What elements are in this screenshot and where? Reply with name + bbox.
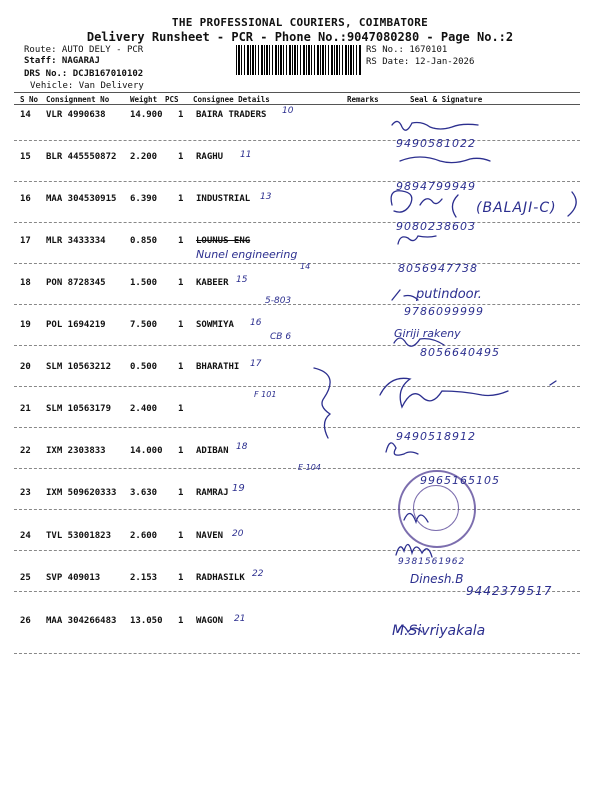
col-consignee: Consignee Details xyxy=(193,95,270,104)
row-weight: 14.900 xyxy=(130,110,163,120)
col-pcs: PCS xyxy=(165,95,179,104)
row-consignee: INDUSTRIAL xyxy=(196,194,251,204)
row-consignment: MAA 304266483 xyxy=(46,616,117,626)
staff-label: Staff: NAGARAJ xyxy=(24,56,100,66)
handwritten-phone: 9490581022 xyxy=(396,137,476,150)
handwritten-signature: putindoor. xyxy=(416,287,482,302)
row-weight: 0.850 xyxy=(130,236,158,246)
row-weight: 1.500 xyxy=(130,278,158,288)
row-sno: 17 xyxy=(20,236,31,246)
handwritten-note: 5-803 xyxy=(265,296,292,306)
handwritten-number: 17 xyxy=(250,359,262,369)
row-consignee: SOWMIYA xyxy=(196,320,234,330)
row-sno: 15 xyxy=(20,152,31,162)
row-pcs: 1 xyxy=(178,362,184,372)
row-consignment: IXM 2303833 xyxy=(46,446,106,456)
col-remarks: Remarks xyxy=(347,95,379,104)
handwritten-phone: 9381561962 xyxy=(398,557,466,567)
col-consignment: Consignment No xyxy=(46,95,110,104)
row-pcs: 1 xyxy=(178,236,184,246)
handwritten-note: CB 6 xyxy=(270,332,292,342)
handwritten-number: 21 xyxy=(234,614,246,624)
row-sno: 25 xyxy=(20,573,31,583)
rs-date: RS Date: 12-Jan-2026 xyxy=(366,57,475,67)
row-consignment: SLM 10563179 xyxy=(46,404,112,414)
row-consignee: RAGHU xyxy=(196,152,224,162)
row-sno: 14 xyxy=(20,110,31,120)
row-sno: 21 xyxy=(20,404,31,414)
handwritten-phone: 9894799949 xyxy=(396,180,476,193)
handwritten-number: 15 xyxy=(236,275,248,285)
row-sno: 22 xyxy=(20,446,31,456)
handwritten-signature: M.Sivriyakala xyxy=(392,623,486,639)
row-pcs: 1 xyxy=(178,531,184,541)
row-pcs: 1 xyxy=(178,404,184,414)
row-consignee: KABEER xyxy=(196,278,229,288)
handwritten-phone: 9786099999 xyxy=(404,305,484,318)
handwritten-signature: (BALAJI-C) xyxy=(476,200,557,216)
row-pcs: 1 xyxy=(178,488,184,498)
row-consignment: BLR 445550872 xyxy=(46,152,117,162)
handwritten-number: 19 xyxy=(232,483,245,494)
row-weight: 0.500 xyxy=(130,362,158,372)
row-consignee: BHARATHI xyxy=(196,362,240,372)
handwritten-number: 11 xyxy=(240,150,252,160)
row-pcs: 1 xyxy=(178,320,184,330)
row-consignee: BAIRA TRADERS xyxy=(196,110,267,120)
row-consignee: LOUNUS ENG xyxy=(196,236,251,246)
handwritten-number: 10 xyxy=(282,106,294,116)
handwritten-number: 20 xyxy=(232,529,244,539)
vehicle-label: Vehicle: Van Delivery xyxy=(30,81,144,91)
handwritten-number: 18 xyxy=(236,442,248,452)
route-label: Route: AUTO DELY - PCR xyxy=(24,45,144,55)
handwritten-signature: Giriji rakeny xyxy=(394,327,461,340)
row-consignee: RADHASILK xyxy=(196,573,245,583)
col-weight: Weight xyxy=(130,95,158,104)
company-title: THE PROFESSIONAL COURIERS, COIMBATORE xyxy=(171,16,429,29)
row-pcs: 1 xyxy=(178,152,184,162)
row-pcs: 1 xyxy=(178,110,184,120)
row-sno: 26 xyxy=(20,616,31,626)
col-seal: Seal & Signature xyxy=(410,95,483,104)
row-sno: 23 xyxy=(20,488,31,498)
row-pcs: 1 xyxy=(178,616,184,626)
handwritten-note: E 104 xyxy=(298,463,321,472)
handwritten-number: 13 xyxy=(260,192,272,202)
row-consignee: RAMRAJ xyxy=(196,488,229,498)
row-weight: 2.153 xyxy=(130,573,158,583)
row-consignment: POL 1694219 xyxy=(46,320,106,330)
row-sno: 16 xyxy=(20,194,31,204)
handwritten-note: F 101 xyxy=(254,390,277,399)
row-consignment: SVP 409013 xyxy=(46,573,101,583)
drs-number: DRS No.: DCJB167010102 xyxy=(24,69,144,79)
row-weight: 6.390 xyxy=(130,194,158,204)
courier-seal-stamp-inner xyxy=(413,485,459,531)
row-consignment: TVL 53001823 xyxy=(46,531,112,541)
row-sno: 19 xyxy=(20,320,31,330)
row-consignment: PON 8728345 xyxy=(46,278,106,288)
handwritten-number: 14 xyxy=(300,262,311,271)
row-weight: 14.000 xyxy=(130,446,163,456)
runsheet-subtitle: Delivery Runsheet - PCR - Phone No.:9047080280 - Page No.:2 xyxy=(86,30,514,44)
col-sno: S No xyxy=(20,95,39,104)
row-consignment: SLM 10563212 xyxy=(46,362,112,372)
row-consignment: MAA 304530915 xyxy=(46,194,117,204)
handwritten-phone: 8056640495 xyxy=(420,346,500,359)
handwritten-number: 22 xyxy=(252,569,264,579)
handwritten-phone: 9442379517 xyxy=(466,584,553,598)
handwritten-number: 16 xyxy=(250,318,262,328)
handwritten-correction: Nunel engineering xyxy=(196,248,298,261)
row-weight: 2.600 xyxy=(130,531,158,541)
row-pcs: 1 xyxy=(178,194,184,204)
handwritten-phone: 9490518912 xyxy=(396,430,476,443)
row-weight: 2.400 xyxy=(130,404,158,414)
row-consignee: NAVEN xyxy=(196,531,224,541)
row-consignment: IXM 509620333 xyxy=(46,488,117,498)
handwritten-phone: 8056947738 xyxy=(398,262,478,275)
row-sno: 20 xyxy=(20,362,31,372)
row-consignment: MLR 3433334 xyxy=(46,236,106,246)
rs-number: RS No.: 1670101 xyxy=(366,45,448,55)
row-pcs: 1 xyxy=(178,446,184,456)
row-pcs: 1 xyxy=(178,278,184,288)
row-consignee: WAGON xyxy=(196,616,224,626)
row-weight: 2.200 xyxy=(130,152,158,162)
handwritten-phone: 9080238603 xyxy=(396,220,476,233)
row-weight: 7.500 xyxy=(130,320,158,330)
row-consignee: ADIBAN xyxy=(196,446,229,456)
row-consignment: VLR 4990638 xyxy=(46,110,106,120)
handwritten-phone: 9965165105 xyxy=(420,474,500,487)
row-weight: 13.050 xyxy=(130,616,163,626)
handwritten-signature: Dinesh.B xyxy=(410,572,464,586)
row-sno: 24 xyxy=(20,531,31,541)
row-weight: 3.630 xyxy=(130,488,158,498)
row-pcs: 1 xyxy=(178,573,184,583)
row-sno: 18 xyxy=(20,278,31,288)
